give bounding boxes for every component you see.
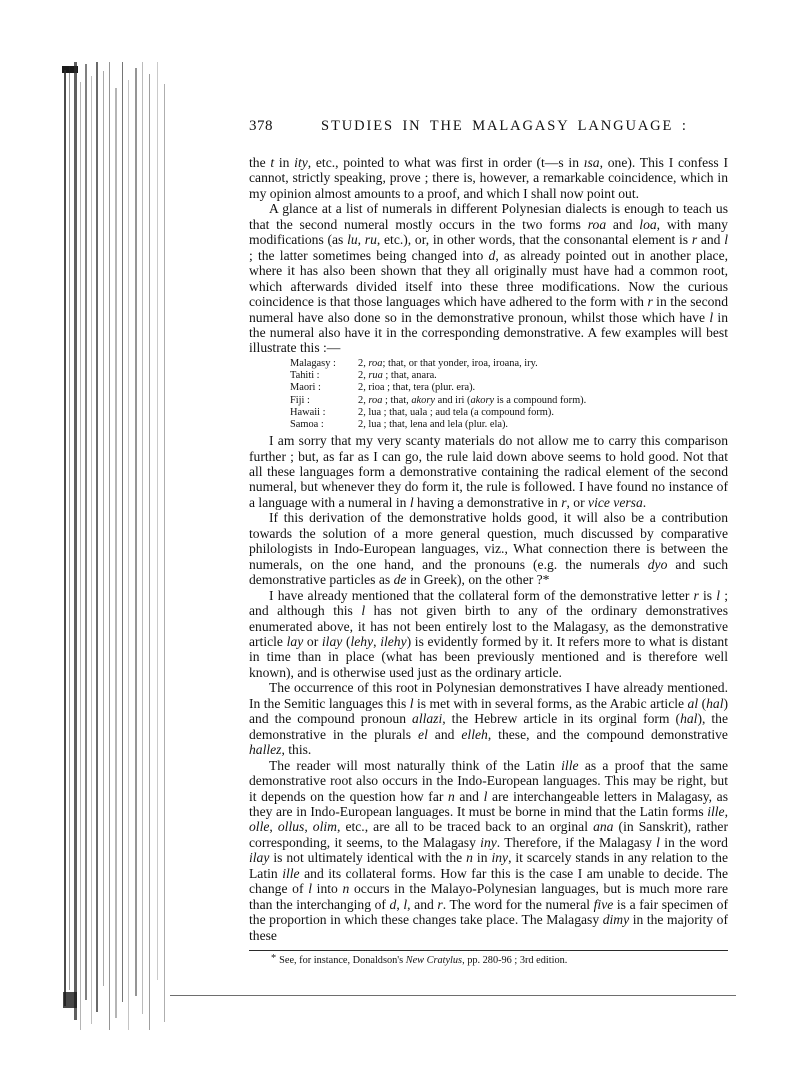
list-item <box>249 419 728 431</box>
language-name: Fiji : <box>290 394 310 406</box>
language-gloss: 2, lua ; that, lena and lela (plur. ela). <box>358 418 509 430</box>
gutter-streak <box>128 80 129 1030</box>
running-head <box>249 118 728 135</box>
gutter-streak <box>69 66 70 990</box>
list-item <box>249 407 728 419</box>
gutter-streak <box>103 71 104 986</box>
language-gloss: 2, lua ; that, uala ; aud tela (a compound form). <box>358 406 554 418</box>
list-item <box>249 382 728 394</box>
gutter-streak <box>91 76 92 1024</box>
gutter-streak <box>85 64 87 1000</box>
language-name: Hawaii : <box>290 406 326 418</box>
paragraph-3: I am sorry that my very scanty materials do not allow me to carry this comparison further ; but, as far as I can go, the rule laid down above seems to hold good. Not that all these languages form a demonstrative containing the radical element of the second numeral, but whenever they do form it, the rule is followed. I have found no instance of a language with a numeral in l having a demonstrative in r, or vice versa. <box>249 433 728 510</box>
gutter-streak <box>115 88 117 1018</box>
paragraph-6: The occurrence of this root in Polynesian demonstratives I have already mentioned. In the Semitic languages this l is met with in several forms, as the Arabic article al (hal) and the compound pronoun allazi, the Hebrew article in its orginal form (hal), the demonstrative in the plurals el and elleh, these, and the compound demonstrative hallez, this. <box>249 680 729 758</box>
footnote-marker: * <box>271 953 277 965</box>
gutter-streak <box>74 62 77 1020</box>
gutter-streak <box>149 74 150 1030</box>
language-gloss: 2, rioa ; that, tera (plur. era). <box>358 382 476 394</box>
gutter-streak <box>122 62 123 1002</box>
footnote-text: See, for instance, Donaldson's New Cratylus, pp. 280-96 ; 3rd edition. <box>279 955 568 967</box>
paragraph-4: If this derivation of the demonstrative holds good, it will also be a contribution towards the solution of a more general question, much discussed by comparative philologists in Indo-European languages, viz., What connection there is between the numerals, on the one hand, and the pronouns (e.g. the numerals dyo and such demonstrative particles as de in Greek), on the other ?* <box>249 510 728 588</box>
gutter-streak <box>64 70 66 1006</box>
paragraph-7: The reader will most naturally think of the Latin ille as a proof that the same demonstrative root also occurs in the Indo-European languages. This may be right, but it depends on the question how far n and l are interchangeable letters in Malagasy, as they are in Indo-European languages. It must be borne in mind that the Latin forms ille, olle, ollus, olim, etc., are all to be traced back to an orginal ana (in Sanskrit), rather corresponding, it seems, to the Malagasy iny. Therefore, if the Malagasy l in the word ilay is not ultimately identical with the n in iny, it scarcely stands in any relation to the Latin ille and its collateral forms. How far this is the case I am unable to decide. The change of l into n occurs in the Malayo-Polynesian languages, but is much more rare than the interchanging of d, l, and r. The word for the numeral five is a fair specimen of the proportion in which these changes take place. The Malagasy dimy in the majority of these <box>249 757 729 943</box>
gutter-blot <box>63 992 77 1008</box>
footnote-separator <box>249 950 728 951</box>
gutter-streak <box>157 62 158 980</box>
language-example-list <box>249 358 728 431</box>
page-number: 378 <box>249 118 273 134</box>
gutter-blot <box>62 66 78 73</box>
paragraph-1: the t in ity, etc., pointed to what was first in order (t—s in ısa, one). This I confess I cannot, strictly speaking, prove ; there is, however, a remarkable coincidence, which in my opinion almost amounts to a proof, and which I shall now point out. <box>249 155 728 201</box>
language-name: Samoa : <box>290 418 324 430</box>
language-name: Malagasy : <box>290 357 336 369</box>
page-edge-line <box>170 995 736 996</box>
gutter-streak <box>142 62 143 1014</box>
gutter-streak <box>96 62 98 1012</box>
gutter-streak <box>109 62 110 1030</box>
page-content <box>249 118 728 967</box>
list-item <box>249 358 728 370</box>
paragraph-2: A glance at a list of numerals in different Polynesian dialects is enough to teach us that the second numeral mostly occurs in the two forms roa and loa, with many modifications (as lu, ru, etc.), or, in other words, that the consonantal element is r and l ; the latter sometimes being changed into d, as already pointed out in another place, where it has also been shown that they all originally must have had a common root, which afterwards divided itself into these three modifications. Now the curious coincidence is that those languages which have adhered to the form with r in the second numeral have also done so in the demonstrative pronoun, whilst those which have l in the numeral also have it in the corresponding demonstrative. A few examples will best illustrate this :— <box>249 201 728 356</box>
language-gloss: 2, rua ; that, anara. <box>358 370 437 382</box>
gutter-streak <box>164 84 165 1022</box>
paragraph-5: I have already mentioned that the collateral form of the demonstrative letter r is l ; and although this l has not given birth to any of the ordinary demonstratives enumerated above, it has not been entirely lost to the Malagasy, as the demonstrative article lay or ilay (lehy, ilehy) is evidently formed by it. It refers more to what is distant in time than in place (what has been previously mentioned and is therefore well known), and is otherwise used just as the ordinary article. <box>249 587 728 680</box>
scan-gutter-artifact <box>62 62 172 1030</box>
language-name: Maori : <box>290 382 321 394</box>
gutter-streak <box>135 68 137 996</box>
language-name: Tahiti : <box>290 370 320 382</box>
gutter-streak <box>80 82 81 1030</box>
list-item <box>249 395 728 407</box>
language-gloss: 2, roa ; that, akory and iri (akory is a compound form). <box>358 394 587 406</box>
language-gloss: 2, roa; that, or that yonder, iroa, iroana, iry. <box>358 357 538 369</box>
footnote <box>249 955 728 967</box>
list-item <box>249 370 728 382</box>
running-head-title: STUDIES IN THE MALAGASY LANGUAGE : <box>321 118 688 134</box>
